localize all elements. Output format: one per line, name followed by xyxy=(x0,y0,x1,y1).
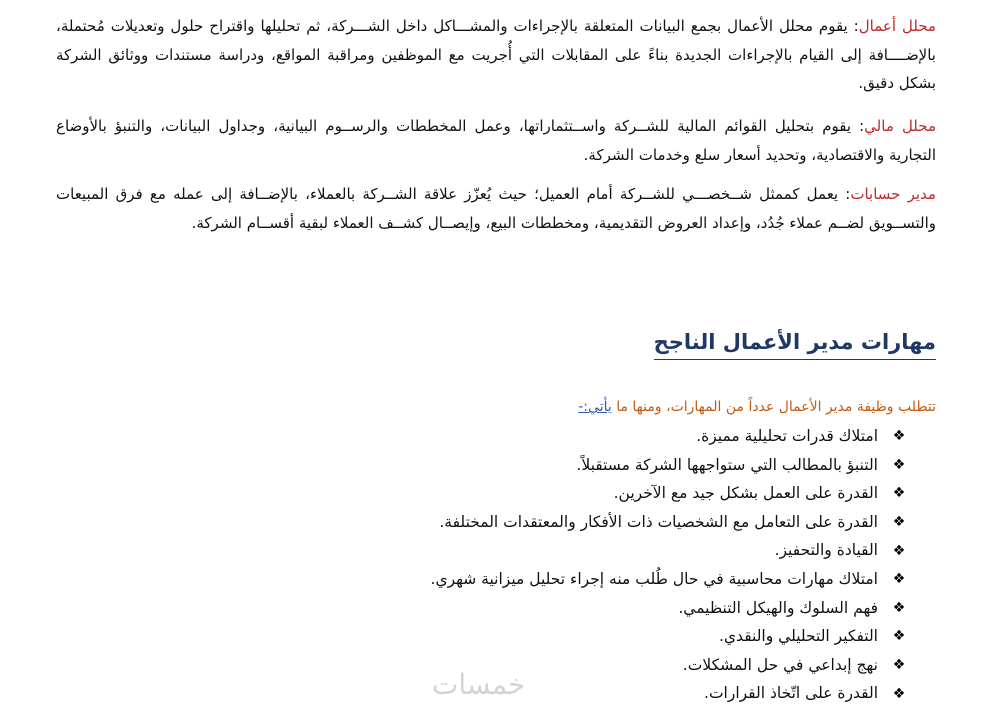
list-item xyxy=(431,479,906,508)
skills-intro xyxy=(578,394,936,420)
term-account-manager: مدير حسابات xyxy=(850,185,936,203)
diamond-bullet-icon: ❖ xyxy=(892,685,906,702)
skill-text: امتلاك مهارات محاسبية في حال طُلب منه إجراء تحليل ميزانية شهري. xyxy=(430,569,878,588)
diamond-bullet-icon: ❖ xyxy=(892,628,906,645)
skill-text: القدرة على اتّخاذ القرارات. xyxy=(704,684,878,703)
skill-text: امتلاك قدرات تحليلية مميزة. xyxy=(696,427,878,445)
term-financial-analyst: محلل مالي xyxy=(864,117,936,135)
skills-list xyxy=(431,422,906,708)
paragraph-business-analyst xyxy=(56,12,936,98)
skill-text: القدرة على التعامل مع الشخصيات ذات الأفكار والمعتقدات المختلفة. xyxy=(439,512,878,531)
skill-text: فهم السلوك والهيكل التنظيمي. xyxy=(678,598,878,617)
watermark-logo: خمسات xyxy=(432,668,526,701)
diamond-bullet-icon: ❖ xyxy=(892,571,906,588)
paragraph-text: : يقوم بتحليل القوائم المالية للشــركة واســتثماراتها، وعمل المخططات والرســوم البيانية، وجداول البيانات، والتنبؤ بالأوضاع التجارية والاقتصادية، وتحديد أسعار سلع وخدمات الشركة. xyxy=(56,117,936,164)
diamond-bullet-icon: ❖ xyxy=(892,485,906,502)
diamond-bullet-icon: ❖ xyxy=(892,657,906,674)
diamond-bullet-icon: ❖ xyxy=(892,599,906,616)
list-item xyxy=(431,565,906,594)
skills-intro-tail: يأتي:- xyxy=(578,399,612,415)
skill-text: نهج إبداعي في حل المشكلات. xyxy=(682,655,878,674)
skills-intro-text: تتطلب وظيفة مدير الأعمال عدداً من المهارات، ومنها ما xyxy=(611,399,936,415)
paragraph-text: : يعمل كممثل شــخصـــي للشــركة أمام العميل؛ حيث يُعزّز علاقة الشــركة بالعملاء، بالإضــافة إلى عمله مع فرق المبيعات والتســويق لضــم عملاء جُدُد، وإعداد العروض التقديمية، ومخططات البيع، وإيصــال كشــف العملاء لبقية أقســام الشركة. xyxy=(56,185,936,232)
paragraph-financial-analyst xyxy=(56,112,936,169)
paragraph-account-manager xyxy=(56,180,936,237)
skill-text: التفكير التحليلي والنقدي. xyxy=(719,627,878,646)
list-item xyxy=(431,451,906,480)
term-business-analyst: محلل أعمال xyxy=(858,17,936,35)
skill-text: القيادة والتحفيز. xyxy=(774,541,878,560)
diamond-bullet-icon: ❖ xyxy=(892,514,906,531)
list-item xyxy=(431,594,906,623)
paragraph-text: : يقوم محلل الأعمال بجمع البيانات المتعلقة بالإجراءات والمشـــاكل داخل الشـــركة، ثم تحليلها واقتراح حلول وتعديلات مُحتملة، بالإضــــافة إلى القيام بالإجراءات الجديدة بناءً على المقابلات التي أُجريت مع الموظفين ومراقبة المواقع، ودراسة مستندات ووثائق الشركة بشكل دقيق. xyxy=(56,17,936,92)
list-item xyxy=(431,508,906,537)
diamond-bullet-icon: ❖ xyxy=(892,542,906,559)
section-heading: مهارات مدير الأعمال الناجح xyxy=(654,326,936,360)
skill-text: التنبؤ بالمطالب التي ستواجهها الشركة مستقبلاً. xyxy=(576,455,878,474)
diamond-bullet-icon: ❖ xyxy=(892,428,906,445)
diamond-bullet-icon: ❖ xyxy=(892,456,906,473)
skill-text: القدرة على العمل بشكل جيد مع الآخرين. xyxy=(613,484,878,503)
list-item xyxy=(431,422,906,451)
list-item xyxy=(431,536,906,565)
list-item xyxy=(431,622,906,651)
